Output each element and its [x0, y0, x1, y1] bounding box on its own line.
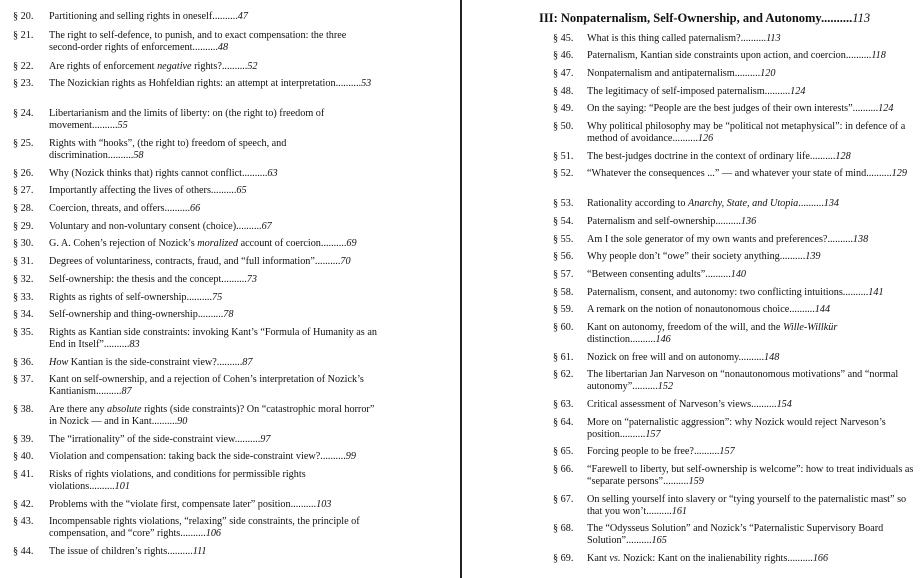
- section-title: Kant vs. Nozick: Kant on the inalienability rights: [587, 553, 788, 564]
- leader-dots: ..........: [626, 535, 652, 546]
- part-heading-page: 113: [852, 11, 871, 25]
- page-number: 157: [719, 446, 735, 457]
- leader-dots: ..........: [842, 287, 869, 298]
- section-title: The Nozickian rights as Hohfeldian rights: an attempt at interpretation: [49, 78, 336, 89]
- section-title-line: [49, 516, 379, 540]
- section-title: Critical assessment of Narveson’s views: [587, 399, 752, 410]
- section-number: § 53.: [553, 198, 574, 209]
- page-number: 87: [242, 357, 253, 368]
- leader-dots: ..........: [103, 339, 130, 350]
- page-number: 165: [651, 535, 667, 546]
- section-title-line: [587, 168, 917, 180]
- section-title: Libertarianism and the limits of liberty: on (the right to) freedom of movement: [49, 108, 325, 131]
- page-gutter: [456, 0, 466, 578]
- leader-dots: ..........: [715, 216, 741, 227]
- section-title-line: [49, 256, 379, 268]
- section-number: § 21.: [13, 30, 34, 41]
- section-number: § 50.: [553, 121, 574, 132]
- section-title-line: [587, 417, 917, 441]
- section-title-line: [49, 309, 379, 321]
- leader-dots: ..........: [167, 546, 193, 557]
- section-title-line: [587, 198, 917, 210]
- section-title-line: [587, 352, 917, 364]
- section-number: § 47.: [553, 68, 574, 79]
- leader-dots: ..........: [241, 168, 268, 179]
- leader-dots: ..........: [764, 86, 791, 97]
- section-title: The legitimacy of self-imposed paternalism: [587, 86, 765, 97]
- section-title: On the saying: “People are the best judges of their own interests”: [587, 103, 853, 114]
- section-number: § 52.: [553, 168, 574, 179]
- section-title: Problems with the “violate first, compensate later” position: [49, 499, 291, 510]
- section-title: Rationality according to Anarchy, State, and Utopia: [587, 198, 799, 209]
- section-title: “Between consenting adults”: [587, 269, 706, 280]
- page-number: 128: [835, 151, 851, 162]
- leader-dots: ..........: [107, 150, 134, 161]
- section-number: § 64.: [553, 417, 574, 428]
- section-number: § 38.: [13, 404, 34, 415]
- page-number: 67: [261, 221, 272, 232]
- section-number: § 43.: [13, 516, 34, 527]
- section-title: Paternalism and self-ownership: [587, 216, 716, 227]
- section-title-line: [587, 269, 917, 281]
- section-title: Are there any absolute rights (side constraints)? On “catastrophic moral horror” in Nozick — and in Kant: [49, 404, 375, 427]
- section-number: § 67.: [553, 494, 574, 505]
- leader-dots: ..........: [192, 42, 218, 53]
- leader-dots: ..........: [92, 120, 118, 131]
- section-title-line: [587, 121, 917, 145]
- section-number: § 61.: [553, 352, 574, 363]
- page-number: 69: [346, 238, 357, 249]
- section-title: The “irrationality” of the side-constraint view: [49, 434, 235, 445]
- page-number: 138: [852, 234, 869, 245]
- page-number: 159: [688, 476, 704, 487]
- section-number: § 30.: [13, 238, 34, 249]
- section-title: The libertarian Jan Narveson on “nonautonomous motivations” and “normal autonomy”: [587, 369, 899, 392]
- section-title: Paternalism, consent, and autonomy: two conflicting intuitions: [587, 287, 843, 298]
- page-number: 66: [189, 203, 201, 214]
- leader-dots: ..........: [734, 68, 761, 79]
- leader-dots: ..........: [212, 11, 238, 22]
- page-number: 47: [237, 11, 248, 22]
- leader-dots: ..........: [740, 33, 767, 44]
- page-number: 106: [205, 528, 222, 539]
- section-number: § 45.: [553, 33, 574, 44]
- leader-dots: ..........: [827, 234, 853, 245]
- section-title-line: [49, 11, 379, 23]
- leader-dots: ..........: [738, 352, 765, 363]
- section-title-line: [49, 451, 379, 463]
- page-number: 52: [247, 61, 258, 72]
- section-number: § 56.: [553, 251, 574, 262]
- section-number: § 44.: [13, 546, 34, 557]
- section-number: § 37.: [13, 374, 34, 385]
- section-title-line: [49, 138, 379, 162]
- section-title: Kant on self-ownership, and a rejection of Cohen’s interpretation of Nozick’s Kantianism: [49, 374, 364, 397]
- part-heading: [539, 11, 870, 26]
- section-title-line: [587, 68, 917, 80]
- section-title-line: [587, 399, 917, 411]
- leader-dots: ..........: [180, 528, 206, 539]
- leader-dots: ..........: [632, 381, 658, 392]
- section-title-line: [49, 108, 379, 132]
- page-number: 101: [114, 481, 130, 492]
- section-title: A remark on the notion of nonautonomous choice: [587, 304, 790, 315]
- page-number: 136: [740, 216, 757, 227]
- section-title: Self-ownership: the thesis and the concept: [49, 274, 222, 285]
- leader-dots: ..........: [89, 481, 115, 492]
- section-title-line: [587, 151, 917, 163]
- page-number: 111: [192, 546, 207, 557]
- page-number: 53: [361, 78, 372, 89]
- section-title: Why people don’t “owe” their society anything: [587, 251, 780, 262]
- page-number: 55: [117, 120, 128, 131]
- section-title-line: [49, 292, 379, 304]
- section-title-line: [587, 103, 917, 115]
- leader-dots: ..........: [290, 499, 317, 510]
- section-title: More on “paternalistic aggression”: why Nozick would reject Narveson’s position: [587, 417, 886, 440]
- section-title: Rights as rights of self-ownership: [49, 292, 187, 303]
- section-title-line: [49, 469, 379, 493]
- page-number: 157: [645, 429, 661, 440]
- section-title: What is this thing called paternalism?: [587, 33, 741, 44]
- section-number: § 28.: [13, 203, 34, 214]
- section-title-line: [49, 374, 379, 398]
- section-number: § 33.: [13, 292, 34, 303]
- leader-dots: ..........: [866, 168, 892, 179]
- section-number: § 59.: [553, 304, 574, 315]
- page-number: 166: [812, 553, 829, 564]
- section-number: § 62.: [553, 369, 574, 380]
- section-title-line: [587, 523, 917, 547]
- page-number: 141: [868, 287, 884, 298]
- section-number: § 60.: [553, 322, 574, 333]
- section-title: Degrees of voluntariness, contracts, fraud, and “full information”: [49, 256, 315, 267]
- section-title: Why political philosophy may be “political not metaphysical”: in defence of a method of avoidance: [587, 121, 906, 144]
- section-title-line: [49, 203, 379, 215]
- leader-dots: ..........: [809, 151, 836, 162]
- section-title-line: [49, 185, 379, 197]
- section-title: The “Odysseus Solution” and Nozick’s “Paternalistic Supervisory Board Solution”: [587, 523, 884, 546]
- leader-dots: ..........: [663, 476, 689, 487]
- part-heading-text: III: Nonpaternalism, Self-Ownership, and Autonomy: [539, 11, 821, 25]
- leader-dots: ..........: [630, 334, 656, 345]
- section-title-line: [49, 30, 379, 54]
- leader-dots: ..........: [314, 256, 341, 267]
- page-number: 161: [671, 506, 687, 517]
- right-page: [466, 0, 922, 578]
- leader-dots: ..........: [197, 309, 224, 320]
- section-title-line: [587, 50, 917, 62]
- leader-dots: ..........: [186, 292, 212, 303]
- page-number: 139: [805, 251, 821, 262]
- section-number: § 54.: [553, 216, 574, 227]
- section-title-line: [49, 221, 379, 233]
- leader-dots: ..........: [320, 238, 347, 249]
- page-number: 99: [345, 451, 356, 462]
- page-number: 70: [340, 256, 351, 267]
- section-number: § 22.: [13, 61, 34, 72]
- section-title-line: [49, 61, 379, 73]
- section-title: “Whatever the consequences ...” — and whatever your state of mind: [587, 168, 867, 179]
- section-title: Nozick on free will and on autonomy: [587, 352, 739, 363]
- section-title-line: [587, 553, 917, 565]
- leader-dots: ..........: [705, 269, 731, 280]
- page-number: 90: [177, 416, 188, 427]
- section-title: The best-judges doctrine in the context of ordinary life: [587, 151, 810, 162]
- section-title: Are rights of enforcement negative rights?: [49, 61, 222, 72]
- page-number: 124: [878, 103, 894, 114]
- section-title: Risks of rights violations, and conditions for permissible rights violations: [49, 469, 306, 492]
- section-number: § 65.: [553, 446, 574, 457]
- leader-dots: ..........: [320, 451, 346, 462]
- page-number: 146: [655, 334, 671, 345]
- section-number: § 57.: [553, 269, 574, 280]
- page-number: 144: [814, 304, 831, 315]
- section-title: Rights with “hooks”, (the right to) freedom of speech, and discrimination: [49, 138, 287, 161]
- section-title-line: [49, 404, 379, 428]
- section-number: § 31.: [13, 256, 34, 267]
- leader-dots: ..........: [798, 198, 824, 209]
- section-number: § 51.: [553, 151, 574, 162]
- section-title: Coercion, threats, and offers: [49, 203, 165, 214]
- page-number: 148: [764, 352, 780, 363]
- page-number: 58: [133, 150, 144, 161]
- page-number: 73: [246, 274, 257, 285]
- section-title: Incompensable rights violations, “relaxing” side constraints, the principle of compensation, and “core” rights: [49, 516, 360, 539]
- section-title-line: [587, 369, 917, 393]
- section-title: Paternalism, Kantian side constraints upon action, and coercion: [587, 50, 846, 61]
- leader-dots: ..........: [151, 416, 178, 427]
- page-number: 118: [871, 50, 886, 61]
- section-number: § 48.: [553, 86, 574, 97]
- section-number: § 69.: [553, 553, 574, 564]
- section-title-line: [49, 546, 379, 558]
- section-title-line: [587, 494, 917, 518]
- section-title: How Kantian is the side-constraint view?: [49, 357, 217, 368]
- section-number: § 27.: [13, 185, 34, 196]
- section-title: Self-ownership and thing-ownership: [49, 309, 198, 320]
- section-title-line: [587, 216, 917, 228]
- leader-dots: ..........: [646, 506, 672, 517]
- leader-dots: ..........: [672, 133, 698, 144]
- section-title: G. A. Cohen’s rejection of Nozick’s moralized account of coercion: [49, 238, 321, 249]
- section-number: § 58.: [553, 287, 574, 298]
- section-number: § 24.: [13, 108, 34, 119]
- section-number: § 68.: [553, 523, 574, 534]
- section-number: § 41.: [13, 469, 34, 480]
- leader-dots: ..........: [751, 399, 777, 410]
- section-number: § 35.: [13, 327, 34, 338]
- page-number: 48: [217, 42, 229, 53]
- page-number: 140: [730, 269, 747, 280]
- leader-dots: ..........: [779, 251, 806, 262]
- leader-dots: ..........: [221, 61, 248, 72]
- section-title-line: [49, 434, 379, 446]
- section-number: § 49.: [553, 103, 574, 114]
- section-number: § 26.: [13, 168, 34, 179]
- leader-dots: ..........: [619, 429, 646, 440]
- section-title-line: [587, 33, 917, 45]
- section-title: “Farewell to liberty, but self-ownership is welcome”: how to treat individuals as “separate persons”: [587, 464, 914, 487]
- page-number: 75: [212, 292, 223, 303]
- page-number: 126: [697, 133, 714, 144]
- page-number: 87: [121, 386, 132, 397]
- section-title: On selling yourself into slavery or “tying yourself to the paternalistic mast” so that you won’t: [587, 494, 907, 517]
- page-number: 65: [236, 185, 247, 196]
- leader-dots: ..........: [221, 274, 247, 285]
- section-number: § 42.: [13, 499, 34, 510]
- section-number: § 25.: [13, 138, 34, 149]
- section-title-line: [49, 168, 379, 180]
- section-number: § 20.: [13, 11, 34, 22]
- section-title: The issue of children’s rights: [49, 546, 168, 557]
- section-title-line: [49, 238, 379, 250]
- section-title-line: [49, 274, 379, 286]
- page-number: 83: [129, 339, 140, 350]
- page-number: 152: [657, 381, 674, 392]
- section-title: Rights as Kantian side constraints: invoking Kant’s “Formula of Humanity as an End in Itself”: [49, 327, 377, 350]
- section-title-line: [49, 78, 379, 90]
- section-number: § 63.: [553, 399, 574, 410]
- page-number: 78: [223, 309, 234, 320]
- section-number: § 32.: [13, 274, 34, 285]
- section-title: Forcing people to be free?: [587, 446, 694, 457]
- section-title-line: [587, 86, 917, 98]
- leader-dots: ..........: [693, 446, 720, 457]
- section-title: Kant on autonomy, freedom of the will, and the Wille-Willkür distinction: [587, 322, 838, 345]
- page-number: 154: [776, 399, 792, 410]
- page-number: 97: [260, 434, 271, 445]
- section-number: § 39.: [13, 434, 34, 445]
- left-page: [0, 0, 456, 578]
- section-number: § 23.: [13, 78, 34, 89]
- section-title: Voluntary and non-voluntary consent (choice): [49, 221, 237, 232]
- section-title: Why (Nozick thinks that) rights cannot conflict: [49, 168, 242, 179]
- section-number: § 66.: [553, 464, 574, 475]
- section-title: The right to self-defence, to punish, and to exact compensation: the three second-order rights of enforcement: [49, 30, 347, 53]
- section-title-line: [587, 251, 917, 263]
- leader-dots: ..........: [236, 221, 262, 232]
- leader-dots: ..........: [845, 50, 872, 61]
- section-title-line: [49, 327, 379, 351]
- section-title-line: [49, 357, 379, 369]
- section-number: § 34.: [13, 309, 34, 320]
- leader-dots: ..........: [787, 553, 813, 564]
- section-title-line: [587, 234, 917, 246]
- leader-dots: ..........: [216, 357, 243, 368]
- leader-dots: ..........: [95, 386, 122, 397]
- leader-dots: ..........: [164, 203, 190, 214]
- section-title: Violation and compensation: taking back the side-constraint view?: [49, 451, 321, 462]
- section-title-line: [587, 464, 917, 488]
- section-number: § 29.: [13, 221, 34, 232]
- section-title: Partitioning and selling rights in oneself: [49, 11, 213, 22]
- leader-dots: ..........: [852, 103, 879, 114]
- section-title-line: [587, 304, 917, 316]
- section-title-line: [587, 287, 917, 299]
- section-title-line: [49, 499, 379, 511]
- leader-dots: ..........: [789, 304, 815, 315]
- section-title: Importantly affecting the lives of others: [49, 185, 211, 196]
- section-number: § 40.: [13, 451, 34, 462]
- heading-leader-dots: ..........: [821, 11, 853, 25]
- page-number: 134: [823, 198, 840, 209]
- section-title-line: [587, 446, 917, 458]
- section-title-line: [587, 322, 917, 346]
- leader-dots: ..........: [210, 185, 237, 196]
- page-number: 120: [760, 68, 776, 79]
- page-number: 124: [790, 86, 806, 97]
- leader-dots: ..........: [335, 78, 362, 89]
- leader-dots: ..........: [234, 434, 261, 445]
- section-number: § 55.: [553, 234, 574, 245]
- page-number: 63: [267, 168, 278, 179]
- section-title: Nonpaternalism and antipaternalism: [587, 68, 735, 79]
- section-number: § 36.: [13, 357, 34, 368]
- page-number: 113: [766, 33, 781, 44]
- section-title: Am I the sole generator of my own wants and preferences?: [587, 234, 828, 245]
- page-number: 103: [316, 499, 332, 510]
- section-number: § 46.: [553, 50, 574, 61]
- page-number: 129: [891, 168, 907, 179]
